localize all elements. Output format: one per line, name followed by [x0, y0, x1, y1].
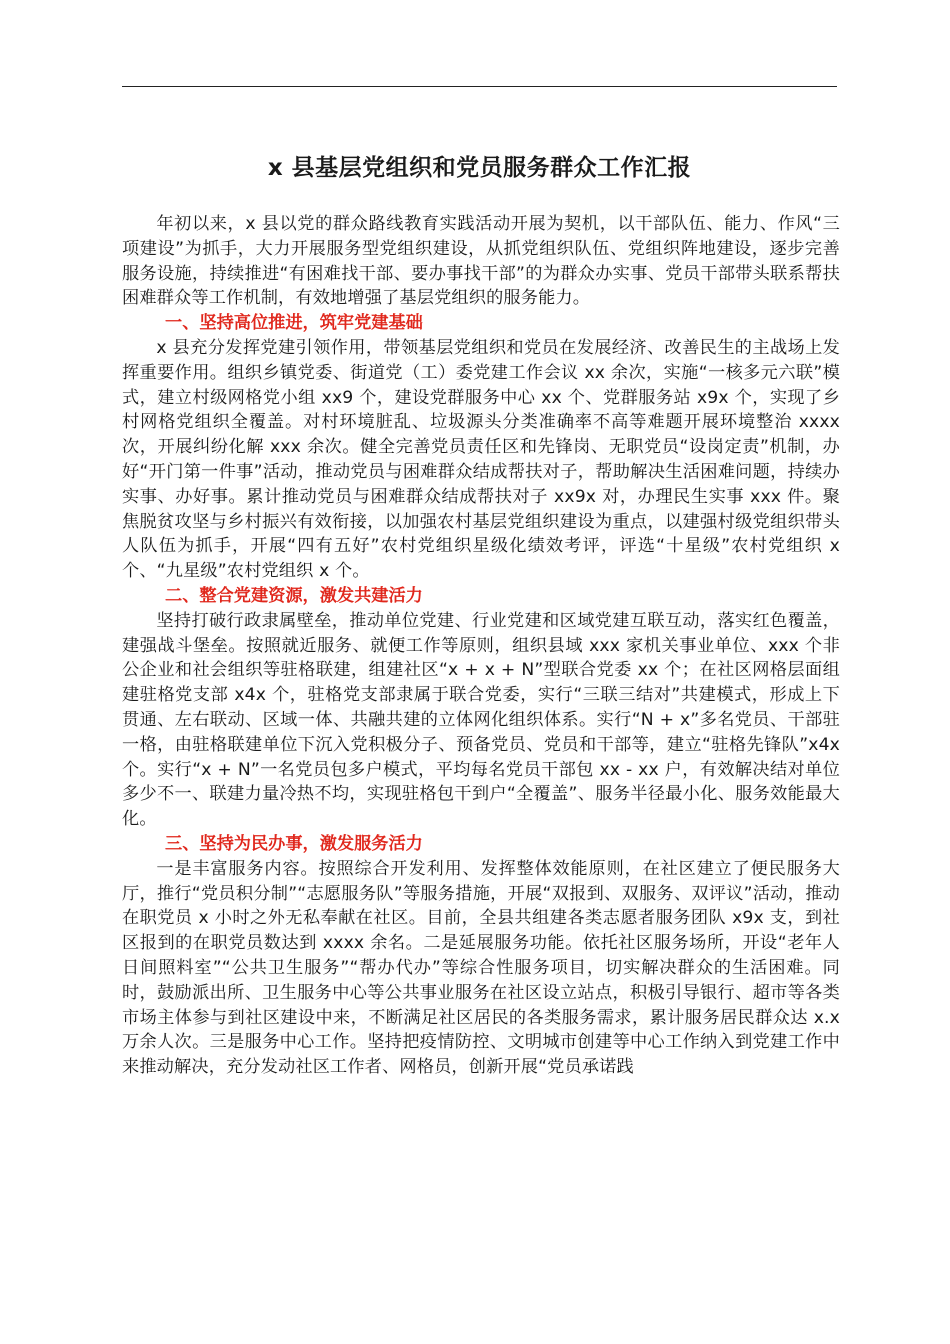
section-heading-2: 二、整合党建资源，激发共建活力	[165, 585, 423, 606]
section-body-3: 一是丰富服务内容。按照综合开发利用、发挥整体效能原则，在社区建立了便民服务大厅，推行“党员积分制”“志愿服务队”等服务措施，开展“双报到、双服务、双评议”活动，推动在职党员 x 小时之外无私奉献在社区。目前，全县共组建各类志愿者服务团队 x9x 支，到社区报到的在职党员数达到 xxxx 余名。二是延展服务功能。依托社区服务场所，开设“老年人日间照料室”“公共卫生服务”“帮办代办”等综合性服务项目，切实解决群众的生活困难。同时，鼓励派出所、卫生服务中心等公共事业服务在社区设立站点，积极引导银行、超市等各类市场主体参与到社区建设中来，不断满足社区居民的各类服务需求，累计服务居民群众达 x.x 万余人次。三是服务中心工作。坚持把疫情防控、文明城市创建等中心工作纳入到党建工作中来推动解决，充分发动社区工作者、网格员，创新开展“党员承诺践	[122, 858, 840, 1078]
section-body-1: x 县充分发挥党建引领作用，带领基层党组织和党员在发展经济、改善民生的主战场上发挥重要作用。组织乡镇党委、街道党（工）委党建工作会议 xx 余次，实施“一核多元六联”模式，建立村级网格党小组 xx9 个，建设党群服务中心 xx 个、党群服务站 x9x 个，实现了乡村网格党组织全覆盖。对村环境脏乱、垃圾源头分类准确率不高等难题开展环境整治 xxxx 次，开展纠纷化解 xxx 余次。健全完善党员责任区和先锋岗、无职党员“设岗定责”机制，办好“开门第一件事”活动，推动党员与困难群众结成帮扶对子，帮助解决生活困难问题，持续办实事、办好事。累计推动党员与困难群众结成帮扶对子 xx9x 对，办理民生实事 xxx 件。聚焦脱贫攻坚与乡村振兴有效衔接，以加强农村基层党组织建设为重点，以建强村级党组织带头人队伍为抓手，开展“四有五好”农村党组织星级化绩效考评，评选“十星级”农村党组织 x 个、“九星级”农村党组织 x 个。	[122, 337, 840, 582]
section-body-2: 坚持打破行政隶属壁垒，推动单位党建、行业党建和区域党建互联互动，落实红色覆盖，建强战斗堡垒。按照就近服务、就便工作等原则，组织县域 xxx 家机关事业单位、xxx 个非公企业和社会组织等驻格联建，组建社区“x + x + N”型联合党委 xx 个；在社区网格层面组建驻格党支部 x4x 个，驻格党支部隶属于联合党委，实行“三联三结对”共建模式，形成上下贯通、左右联动、区域一体、共融共建的立体网化组织体系。实行“N + x”多名党员、干部驻一格，由驻格联建单位下沉入党积极分子、预备党员、党员和干部等，建立“驻格先锋队”x4x 个。实行“x + N”一名党员包多户模式，平均每名党员干部包 xx - xx 户，有效解决结对单位多少不一、联建力量冷热不均，实现驻格包干到户“全覆盖”、服务半径最小化、服务效能最大化。	[122, 610, 840, 830]
section-heading-3: 三、坚持为民办事，激发服务活力	[165, 833, 423, 854]
header-rule	[122, 86, 837, 87]
section-heading-1: 一、坚持高位推进，筑牢党建基础	[165, 313, 423, 334]
document-body	[122, 212, 840, 1080]
document-title: x 县基层党组织和党员服务群众工作汇报	[267, 155, 692, 181]
intro-paragraph: 年初以来，x 县以党的群众路线教育实践活动开展为契机，以干部队伍、能力、作风“三项建设”为抓手，大力开展服务型党组织建设，从抓党组织队伍、党组织阵地建设，逐步完善服务设施，持续推进“有困难找干部、要办事找干部”的为群众办实事、党员干部带头联系帮扶困难群众等工作机制，有效地增强了基层党组织的服务能力。	[122, 214, 840, 309]
